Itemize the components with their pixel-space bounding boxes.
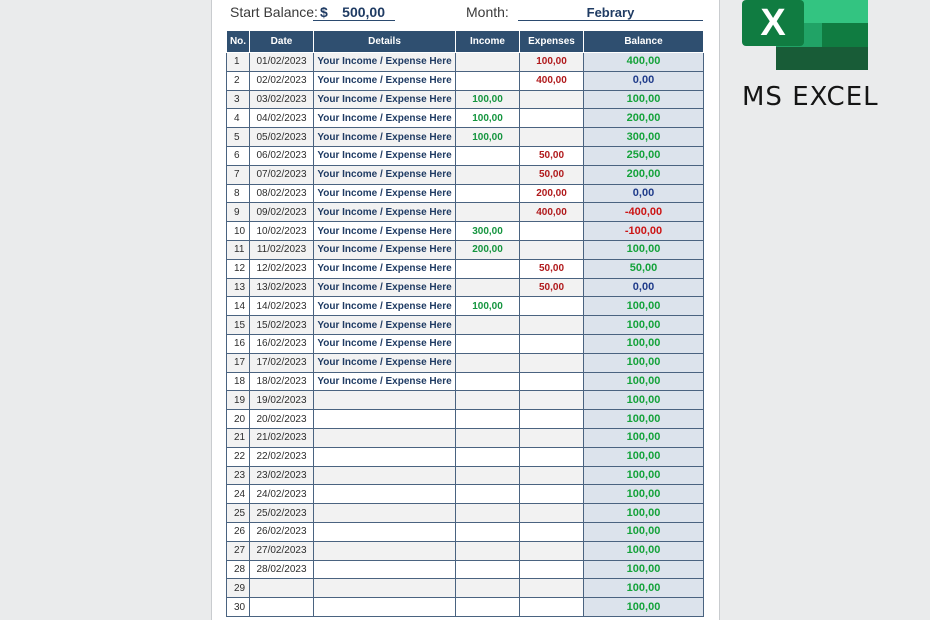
cell-balance[interactable]: 100,00 [584, 334, 704, 353]
cell-date[interactable] [250, 598, 314, 617]
cell-income[interactable] [456, 259, 520, 278]
table-row [227, 128, 704, 147]
cell-date[interactable]: 10/02/2023 [250, 222, 314, 241]
cell-date[interactable]: 24/02/2023 [250, 485, 314, 504]
cell-date[interactable]: 28/02/2023 [250, 560, 314, 579]
cell-expense[interactable] [520, 391, 584, 410]
cell-no[interactable]: 15 [227, 316, 250, 335]
cell-income[interactable] [456, 598, 520, 617]
cell-details[interactable] [314, 541, 456, 560]
cell-expense[interactable] [520, 334, 584, 353]
cell-balance[interactable]: 100,00 [584, 410, 704, 429]
cell-balance[interactable]: -400,00 [584, 203, 704, 222]
cell-income[interactable]: 100,00 [456, 90, 520, 109]
cell-income[interactable] [456, 391, 520, 410]
table-row [227, 410, 704, 429]
table-row [227, 598, 704, 617]
cell-no[interactable]: 5 [227, 128, 250, 147]
cell-income[interactable] [456, 184, 520, 203]
cell-date[interactable]: 13/02/2023 [250, 278, 314, 297]
cell-no[interactable]: 16 [227, 334, 250, 353]
cell-income[interactable] [456, 466, 520, 485]
table-row [227, 316, 704, 335]
table-row [227, 391, 704, 410]
cell-balance[interactable]: 400,00 [584, 53, 704, 72]
cell-expense[interactable] [520, 560, 584, 579]
cell-no[interactable]: 29 [227, 579, 250, 598]
cell-date[interactable]: 06/02/2023 [250, 146, 314, 165]
excel-logo-icon [742, 0, 868, 70]
cell-balance[interactable]: 100,00 [584, 240, 704, 259]
cell-expense[interactable] [520, 316, 584, 335]
cell-income[interactable]: 100,00 [456, 128, 520, 147]
cell-no[interactable]: 24 [227, 485, 250, 504]
cell-date[interactable]: 05/02/2023 [250, 128, 314, 147]
cell-no[interactable]: 2 [227, 71, 250, 90]
table-row [227, 466, 704, 485]
column-header-no[interactable]: No. [227, 31, 250, 53]
cell-income[interactable]: 100,00 [456, 109, 520, 128]
cell-balance[interactable]: 200,00 [584, 165, 704, 184]
cell-income[interactable] [456, 353, 520, 372]
cell-income[interactable]: 300,00 [456, 222, 520, 241]
cell-expense[interactable]: 400,00 [520, 71, 584, 90]
cell-date[interactable]: 22/02/2023 [250, 447, 314, 466]
ledger-body [227, 53, 704, 617]
cell-expense[interactable] [520, 485, 584, 504]
table-row [227, 428, 704, 447]
cell-details[interactable]: Your Income / Expense Here [314, 353, 456, 372]
cell-balance[interactable]: 250,00 [584, 146, 704, 165]
cell-no[interactable]: 14 [227, 297, 250, 316]
table-row [227, 353, 704, 372]
cell-date[interactable]: 23/02/2023 [250, 466, 314, 485]
cell-income[interactable] [456, 560, 520, 579]
month-input[interactable]: Febrary [518, 3, 703, 21]
cell-balance[interactable]: 100,00 [584, 391, 704, 410]
cell-expense[interactable] [520, 541, 584, 560]
table-row [227, 165, 704, 184]
cell-details[interactable] [314, 504, 456, 523]
cell-no[interactable]: 9 [227, 203, 250, 222]
cell-income[interactable] [456, 522, 520, 541]
ledger-table [226, 30, 704, 617]
cell-details[interactable]: Your Income / Expense Here [314, 203, 456, 222]
cell-expense[interactable] [520, 353, 584, 372]
cell-no[interactable]: 13 [227, 278, 250, 297]
cell-balance[interactable]: 0,00 [584, 184, 704, 203]
cell-expense[interactable] [520, 90, 584, 109]
cell-date[interactable]: 03/02/2023 [250, 90, 314, 109]
cell-balance[interactable]: -100,00 [584, 222, 704, 241]
cell-details[interactable]: Your Income / Expense Here [314, 278, 456, 297]
cell-balance[interactable]: 100,00 [584, 428, 704, 447]
cell-no[interactable]: 17 [227, 353, 250, 372]
cell-details[interactable]: Your Income / Expense Here [314, 146, 456, 165]
cell-income[interactable] [456, 541, 520, 560]
cell-date[interactable]: 14/02/2023 [250, 297, 314, 316]
cell-details[interactable]: Your Income / Expense Here [314, 165, 456, 184]
cell-income[interactable] [456, 485, 520, 504]
cell-details[interactable]: Your Income / Expense Here [314, 372, 456, 391]
cell-income[interactable] [456, 428, 520, 447]
cell-date[interactable]: 19/02/2023 [250, 391, 314, 410]
cell-expense[interactable]: 400,00 [520, 203, 584, 222]
column-header-details[interactable]: Details [314, 31, 456, 53]
cell-expense[interactable] [520, 447, 584, 466]
cell-no[interactable]: 10 [227, 222, 250, 241]
cell-no[interactable]: 3 [227, 90, 250, 109]
cell-balance[interactable]: 100,00 [584, 579, 704, 598]
cell-expense[interactable] [520, 522, 584, 541]
cell-date[interactable]: 12/02/2023 [250, 259, 314, 278]
cell-income[interactable] [456, 579, 520, 598]
cell-income[interactable] [456, 165, 520, 184]
cell-balance[interactable]: 100,00 [584, 541, 704, 560]
cell-no[interactable]: 19 [227, 391, 250, 410]
cell-expense[interactable] [520, 410, 584, 429]
cell-income[interactable] [456, 53, 520, 72]
cell-no[interactable]: 27 [227, 541, 250, 560]
cell-balance[interactable]: 100,00 [584, 598, 704, 617]
cell-date[interactable]: 21/02/2023 [250, 428, 314, 447]
table-row [227, 278, 704, 297]
cell-balance[interactable]: 100,00 [584, 372, 704, 391]
cell-details[interactable]: Your Income / Expense Here [314, 53, 456, 72]
cell-details[interactable] [314, 560, 456, 579]
ms-excel-label: MS EXCEL [742, 82, 879, 112]
cell-balance[interactable]: 100,00 [584, 90, 704, 109]
cell-details[interactable]: Your Income / Expense Here [314, 90, 456, 109]
cell-date[interactable]: 17/02/2023 [250, 353, 314, 372]
cell-income[interactable] [456, 410, 520, 429]
table-row [227, 184, 704, 203]
table-row [227, 146, 704, 165]
table-row [227, 297, 704, 316]
cell-date[interactable]: 02/02/2023 [250, 71, 314, 90]
table-row [227, 71, 704, 90]
cell-income[interactable] [456, 278, 520, 297]
cell-date[interactable]: 25/02/2023 [250, 504, 314, 523]
excel-logo-letter: X [760, 2, 786, 44]
cell-details[interactable] [314, 410, 456, 429]
cell-date[interactable]: 08/02/2023 [250, 184, 314, 203]
cell-income[interactable] [456, 447, 520, 466]
cell-balance[interactable]: 0,00 [584, 278, 704, 297]
cell-no[interactable]: 26 [227, 522, 250, 541]
table-row [227, 203, 704, 222]
cell-date[interactable]: 18/02/2023 [250, 372, 314, 391]
cell-details[interactable]: Your Income / Expense Here [314, 240, 456, 259]
table-row [227, 541, 704, 560]
cell-no[interactable]: 22 [227, 447, 250, 466]
table-row [227, 240, 704, 259]
column-header-balance[interactable]: Balance [584, 31, 704, 53]
cell-no[interactable]: 20 [227, 410, 250, 429]
cell-balance[interactable]: 0,00 [584, 71, 704, 90]
cell-balance[interactable]: 100,00 [584, 522, 704, 541]
cell-no[interactable]: 30 [227, 598, 250, 617]
cell-expense[interactable] [520, 598, 584, 617]
table-row [227, 504, 704, 523]
table-row [227, 522, 704, 541]
table-row [227, 90, 704, 109]
cell-date[interactable]: 27/02/2023 [250, 541, 314, 560]
start-balance-label: Start Balance: [230, 4, 318, 20]
cell-expense[interactable]: 50,00 [520, 165, 584, 184]
cell-date[interactable]: 15/02/2023 [250, 316, 314, 335]
cell-expense[interactable] [520, 128, 584, 147]
cell-no[interactable]: 28 [227, 560, 250, 579]
cell-income[interactable] [456, 372, 520, 391]
cell-expense[interactable]: 50,00 [520, 259, 584, 278]
cell-expense[interactable] [520, 372, 584, 391]
cell-income[interactable] [456, 334, 520, 353]
cell-income[interactable] [456, 146, 520, 165]
cell-date[interactable]: 20/02/2023 [250, 410, 314, 429]
cell-expense[interactable] [520, 240, 584, 259]
cell-details[interactable]: Your Income / Expense Here [314, 222, 456, 241]
cell-details[interactable]: Your Income / Expense Here [314, 109, 456, 128]
cell-details[interactable] [314, 466, 456, 485]
cell-details[interactable] [314, 522, 456, 541]
cell-balance[interactable]: 100,00 [584, 316, 704, 335]
cell-details[interactable]: Your Income / Expense Here [314, 259, 456, 278]
month-label: Month: [466, 4, 509, 20]
cell-details[interactable] [314, 485, 456, 504]
cell-balance[interactable]: 100,00 [584, 447, 704, 466]
cell-balance[interactable]: 300,00 [584, 128, 704, 147]
cell-balance[interactable]: 100,00 [584, 560, 704, 579]
column-header-expenses[interactable]: Expenses [520, 31, 584, 53]
cell-no[interactable]: 23 [227, 466, 250, 485]
cell-no[interactable]: 12 [227, 259, 250, 278]
cell-expense[interactable] [520, 504, 584, 523]
table-row [227, 579, 704, 598]
table-row [227, 334, 704, 353]
cell-expense[interactable]: 100,00 [520, 53, 584, 72]
table-row [227, 560, 704, 579]
cell-date[interactable]: 01/02/2023 [250, 53, 314, 72]
cell-details[interactable]: Your Income / Expense Here [314, 128, 456, 147]
cell-expense[interactable]: 50,00 [520, 278, 584, 297]
column-header-income[interactable]: Income [456, 31, 520, 53]
cell-no[interactable]: 4 [227, 109, 250, 128]
table-row [227, 53, 704, 72]
cell-expense[interactable] [520, 579, 584, 598]
table-header-row [227, 31, 704, 53]
cell-details[interactable] [314, 598, 456, 617]
start-balance-input[interactable] [313, 3, 395, 21]
cell-expense[interactable] [520, 297, 584, 316]
cell-expense[interactable]: 200,00 [520, 184, 584, 203]
cell-expense[interactable] [520, 428, 584, 447]
column-header-date[interactable]: Date [250, 31, 314, 53]
cell-no[interactable]: 7 [227, 165, 250, 184]
cell-details[interactable]: Your Income / Expense Here [314, 316, 456, 335]
start-balance-value: 500,00 [342, 4, 385, 20]
cell-expense[interactable] [520, 466, 584, 485]
table-row [227, 447, 704, 466]
table-row [227, 109, 704, 128]
cell-income[interactable] [456, 316, 520, 335]
cell-date[interactable]: 09/02/2023 [250, 203, 314, 222]
cell-no[interactable]: 8 [227, 184, 250, 203]
cell-no[interactable]: 21 [227, 428, 250, 447]
cell-income[interactable] [456, 504, 520, 523]
table-row [227, 485, 704, 504]
cell-balance[interactable]: 50,00 [584, 259, 704, 278]
cell-no[interactable]: 25 [227, 504, 250, 523]
cell-date[interactable]: 07/02/2023 [250, 165, 314, 184]
cell-no[interactable]: 6 [227, 146, 250, 165]
table-row [227, 259, 704, 278]
cell-income[interactable] [456, 203, 520, 222]
cell-balance[interactable]: 100,00 [584, 297, 704, 316]
cell-expense[interactable] [520, 222, 584, 241]
cell-date[interactable]: 11/02/2023 [250, 240, 314, 259]
cell-expense[interactable] [520, 109, 584, 128]
cell-no[interactable]: 11 [227, 240, 250, 259]
cell-date[interactable] [250, 579, 314, 598]
cell-income[interactable] [456, 71, 520, 90]
cell-details[interactable]: Your Income / Expense Here [314, 334, 456, 353]
cell-date[interactable]: 16/02/2023 [250, 334, 314, 353]
currency-symbol: $ [320, 4, 328, 20]
cell-balance[interactable]: 100,00 [584, 504, 704, 523]
cell-details[interactable]: Your Income / Expense Here [314, 297, 456, 316]
cell-income[interactable]: 200,00 [456, 240, 520, 259]
cell-details[interactable]: Your Income / Expense Here [314, 71, 456, 90]
cell-details[interactable] [314, 428, 456, 447]
cell-details[interactable] [314, 447, 456, 466]
cell-no[interactable]: 18 [227, 372, 250, 391]
cell-balance[interactable]: 100,00 [584, 353, 704, 372]
cell-balance[interactable]: 100,00 [584, 485, 704, 504]
cell-income[interactable]: 100,00 [456, 297, 520, 316]
cell-no[interactable]: 1 [227, 53, 250, 72]
cell-details[interactable] [314, 579, 456, 598]
cell-details[interactable]: Your Income / Expense Here [314, 184, 456, 203]
table-row [227, 222, 704, 241]
table-row [227, 372, 704, 391]
cell-balance[interactable]: 200,00 [584, 109, 704, 128]
cell-expense[interactable]: 50,00 [520, 146, 584, 165]
cell-details[interactable] [314, 391, 456, 410]
cell-balance[interactable]: 100,00 [584, 466, 704, 485]
cell-date[interactable]: 26/02/2023 [250, 522, 314, 541]
cell-date[interactable]: 04/02/2023 [250, 109, 314, 128]
